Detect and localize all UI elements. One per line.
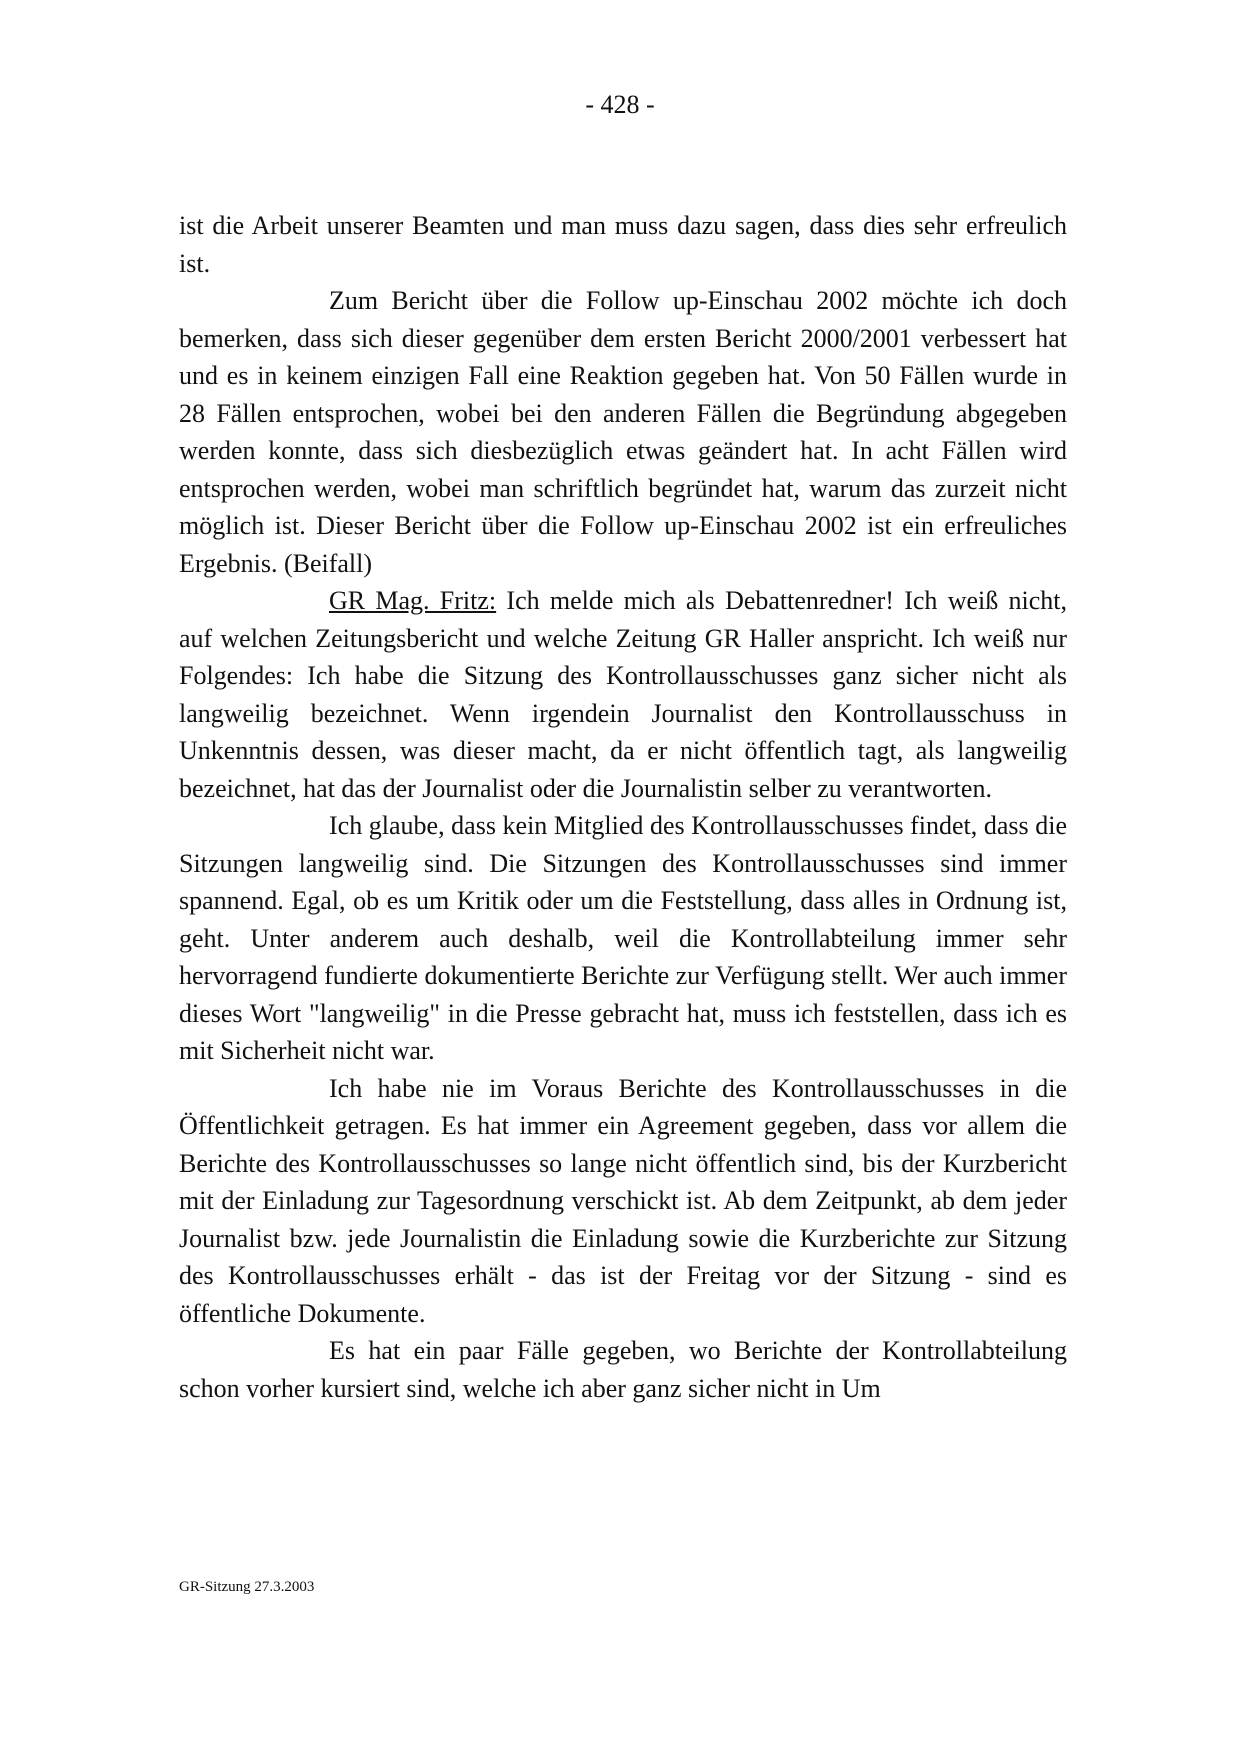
- paragraph-3: [179, 582, 1067, 807]
- paragraph-1: ist die Arbeit unserer Beamten und man muss dazu sagen, dass dies sehr erfreulich ist.: [179, 211, 1067, 278]
- speaker-name: GR Mag. Fritz:: [329, 586, 497, 615]
- paragraph-6: Es hat ein paar Fälle gegeben, wo Berichte der Kontrollabteilung schon vorher kursiert sind, welche ich aber ganz sicher nicht in Um: [179, 1336, 1067, 1403]
- body-text: [179, 207, 1067, 1407]
- footer-session-date: GR-Sitzung 27.3.2003: [179, 1579, 315, 1595]
- paragraph-5: Ich habe nie im Voraus Berichte des Kontrollausschusses in die Öffentlichkeit getragen. Es hat immer ein Agreement gegeben, dass vor allem die Berichte des Kontrollausschusses so lange nicht öffentlich sind, bis der Kurzbericht mit der Einladung zur Tagesordnung verschickt ist. Ab dem Zeitpunkt, ab dem jeder Journalist bzw. jede Journalistin die Einladung sowie die Kurzberichte zur Sitzung des Kontrollausschusses erhält - das ist der Freitag vor der Sitzung - sind es öffentliche Dokumente.: [179, 1073, 1067, 1328]
- page-number: - 428 -: [585, 90, 655, 119]
- speaker-statement: Ich melde mich als Debattenredner! Ich weiß nicht, auf welchen Zeitungsbericht und welche Zeitung GR Haller anspricht. Ich weiß nur Folgendes: Ich habe die Sitzung des Kontrollausschusses ganz sicher nicht als langweilig bezeichnet. Wenn irgendein Journalist den Kontrollausschuss in Unkenntnis dessen, was dieser macht, da er nicht öffentlich tagt, als langweilig bezeichnet, hat das der Journalist oder die Journalistin selber zu verantworten.: [179, 586, 1067, 803]
- paragraph-4: Ich glaube, dass kein Mitglied des Kontrollausschusses findet, dass die Sitzungen langweilig sind. Die Sitzungen des Kontrollausschusses sind immer spannend. Egal, ob es um Kritik oder um die Feststellung, dass alles in Ordnung ist, geht. Unter anderem auch deshalb, weil die Kontrollabteilung immer sehr hervorragend fundierte dokumentierte Berichte zur Verfügung stellt. Wer auch immer dieses Wort "langweilig" in die Presse gebracht hat, muss ich feststellen, dass ich es mit Sicherheit nicht war.: [179, 811, 1067, 1065]
- paragraph-2: Zum Bericht über die Follow up-Einschau 2002 möchte ich doch bemerken, dass sich dieser gegenüber dem ersten Bericht 2000/2001 verbessert hat und es in keinem einzigen Fall eine Reaktion gegeben hat. Von 50 Fällen wurde in 28 Fällen entsprochen, wobei bei den anderen Fällen die Begründung abgegeben werden konnte, dass sich diesbezüglich etwas geändert hat. In acht Fällen wird entsprochen werden, wobei man schriftlich begründet hat, warum das zurzeit nicht möglich ist. Dieser Bericht über die Follow up-Einschau 2002 ist ein erfreuliches Ergebnis. (Beifall): [179, 286, 1067, 578]
